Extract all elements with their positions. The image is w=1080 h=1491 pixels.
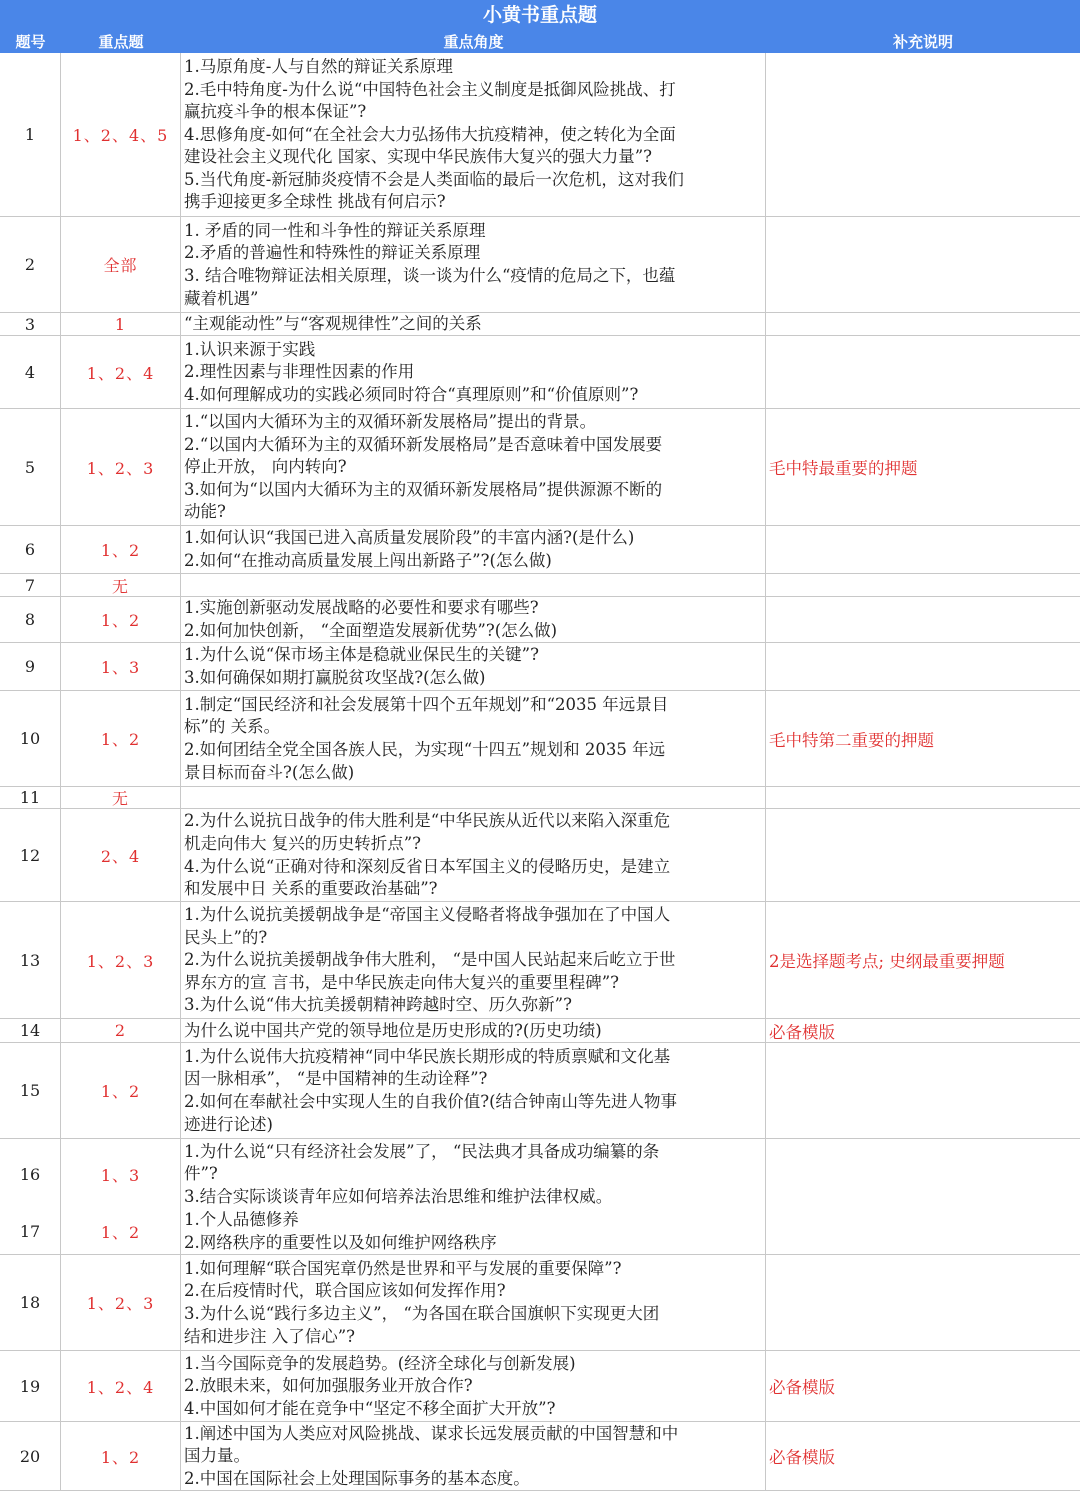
angle-line: 4.如何理解成功的实践必须同时符合“真理原则”和“价值原则”? — [184, 384, 639, 404]
supplementary-note: 必备模版 — [769, 1448, 835, 1467]
angle-line: 1.为什么说“保市场主体是稳就业保民生的关键”? — [184, 645, 539, 665]
supplementary-note: 毛中特最重要的押题 — [769, 459, 918, 478]
supplementary-note — [766, 217, 1080, 312]
angle-line: 2.如何在奉献社会中实现人生的自我价值?(结合钟南山等先进人物事 — [184, 1092, 678, 1111]
header-key: 重点题 — [98, 33, 144, 51]
key-items: 1、2、4、5 — [61, 53, 181, 216]
angle-line: 1.如何认识“我国已进入高质量发展阶段”的丰富内涵?(是什么) — [184, 528, 635, 548]
supplementary-note: 必备模版 — [769, 1378, 835, 1397]
header-note: 补充说明 — [892, 33, 953, 51]
angle-line: 3.如何确保如期打赢脱贫攻坚战?(怎么做) — [184, 668, 486, 687]
focus-angle — [181, 1019, 766, 1042]
angle-line: 2.如何团结全党全国各族人民，为实现“十四五”规划和 2035 年远 — [184, 740, 666, 759]
question-number: 9 — [0, 643, 61, 690]
key-items: 1、2、4 — [61, 1351, 181, 1421]
angle-line: 4.为什么说“正确对待和深刻反省日本军国主义的侵略历史，是建立 — [184, 856, 671, 876]
angle-line: 1.制定“国民经济和社会发展第十四个五年规划”和“2035 年远景目 — [184, 694, 669, 714]
question-number: 19 — [0, 1351, 61, 1421]
focus-angle — [181, 597, 766, 642]
focus-angle — [181, 809, 766, 901]
angle-line: 2.矛盾的普遍性和特殊性的辩证关系原理 — [184, 243, 481, 263]
supplementary-note — [766, 1255, 1080, 1350]
angle-line: 迹进行论述) — [184, 1114, 273, 1134]
header-num: 题号 — [15, 33, 46, 51]
table-row — [0, 643, 1080, 691]
key-items: 无 — [61, 574, 181, 596]
key-items: 1、2 — [61, 1422, 181, 1490]
angle-line: 2.放眼未来，如何加强服务业开放合作? — [184, 1376, 473, 1396]
supplementary-note: 必备模版 — [769, 1022, 835, 1042]
question-number: 10 — [0, 691, 61, 786]
supplementary-note — [766, 787, 1080, 808]
supplementary-note: 2是选择题考点; 史纲最重要押题 — [769, 952, 1005, 971]
question-number: 8 — [0, 597, 61, 642]
key-items: 1、2、3 — [61, 1255, 181, 1350]
table-row — [0, 1255, 1080, 1351]
angle-line: 2.网络秩序的重要性以及如何维护网络秩序 — [184, 1233, 497, 1252]
angle-line: 2.在后疫情时代，联合国应该如何发挥作用? — [184, 1281, 506, 1301]
key-items: 2、4 — [61, 809, 181, 901]
key-items: 1、2、3 — [61, 902, 181, 1018]
angle-line: 携手迎接更多全球性 挑战有何启示? — [184, 192, 446, 212]
focus-angle — [181, 336, 766, 408]
supplementary-note — [766, 336, 1080, 408]
angle-line: 1.当今国际竞争的发展趋势。(经济全球化与创新发展) — [184, 1353, 576, 1373]
supplementary-note — [766, 1043, 1080, 1138]
table-row — [0, 1209, 1080, 1255]
table-row — [0, 574, 1080, 597]
focus-angle — [181, 526, 766, 573]
angle-line: 2.为什么说抗美援朝战争伟大胜利， “是中国人民站起来后屹立于世 — [184, 950, 676, 970]
angle-line: 3.结合实际谈谈青年应如何培养法治思维和维护法律权威。 — [184, 1186, 613, 1206]
angle-line: 1.实施创新驱动发展战略的必要性和要求有哪些? — [184, 598, 539, 618]
angle-line: 动能? — [184, 502, 226, 522]
table-row — [0, 409, 1080, 526]
table-row — [0, 1019, 1080, 1043]
angle-line: 3.为什么说“伟大抗美援朝精神跨越时空、历久弥新”? — [184, 995, 572, 1015]
table-row — [0, 809, 1080, 902]
angle-line: 2.为什么说抗日战争的伟大胜利是“中华民族从近代以来陷入深重危 — [184, 811, 671, 831]
key-items: 1、2 — [61, 691, 181, 786]
focus-angle — [181, 1043, 766, 1138]
table-row — [0, 787, 1080, 809]
question-number: 13 — [0, 902, 61, 1018]
supplementary-note — [766, 643, 1080, 690]
angle-line: 2.如何“在推动高质量发展上闯出新路子”?(怎么做) — [184, 551, 552, 570]
table-row — [0, 526, 1080, 574]
angle-line: 2.理性因素与非理性因素的作用 — [184, 362, 415, 382]
table-row — [0, 1139, 1080, 1209]
question-number: 2 — [0, 217, 61, 312]
angle-line: 1.为什么说伟大抗疫精神“同中华民族长期形成的特质禀赋和文化基 — [184, 1046, 671, 1066]
focus-angle — [181, 1351, 766, 1421]
focus-angle — [181, 787, 766, 808]
key-items: 1、2 — [61, 1209, 181, 1254]
question-number: 3 — [0, 313, 61, 335]
angle-line: 1.认识来源于实践 — [184, 339, 316, 359]
table-header — [0, 31, 1080, 53]
angle-line: 1.如何理解“联合国宪章仍然是世界和平与发展的重要保障”? — [184, 1258, 622, 1278]
key-items: 1、2 — [61, 597, 181, 642]
question-number: 11 — [0, 787, 61, 808]
angle-line: 件”? — [184, 1164, 218, 1184]
angle-line: 4.中国如何才能在竞争中“坚定不移全面扩大开放”? — [184, 1398, 556, 1418]
angle-line: 机走向伟大 复兴的历史转折点”? — [184, 833, 422, 853]
question-number: 7 — [0, 574, 61, 596]
angle-line: 藏着机遇” — [184, 288, 259, 308]
key-items: 1、3 — [61, 643, 181, 690]
focus-angle — [181, 1209, 766, 1254]
angle-line: 1. 矛盾的同一性和斗争性的辩证关系原理 — [184, 220, 486, 240]
question-number: 1 — [0, 53, 61, 216]
angle-line: 标”的 关系。 — [184, 717, 281, 737]
focus-angle — [181, 217, 766, 312]
header-angle: 重点角度 — [443, 33, 504, 51]
angle-line: 1.为什么说抗美援朝战争是“帝国主义侵略者将战争强加在了中国人 — [184, 905, 671, 925]
table-row — [0, 53, 1080, 217]
focus-angle — [181, 53, 766, 216]
focus-angle — [181, 409, 766, 525]
angle-line: 5.当代角度-新冠肺炎疫情不会是人类面临的最后一次危机，这对我们 — [184, 169, 684, 189]
table-row — [0, 336, 1080, 409]
angle-line: “主观能动性”与“客观规律性”之间的关系 — [184, 314, 482, 334]
focus-angle — [181, 1255, 766, 1350]
table-title: 小黄书重点题 — [0, 0, 1080, 31]
table-row — [0, 217, 1080, 313]
angle-line: 1.个人品德修养 — [184, 1210, 299, 1230]
angle-line: 1.“以国内大循环为主的双循环新发展格局”提出的背景。 — [184, 412, 597, 432]
focus-angle — [181, 691, 766, 786]
key-items: 1、3 — [61, 1139, 181, 1209]
supplementary-note — [766, 809, 1080, 901]
angle-line: 2.如何加快创新， “全面塑造发展新优势”?(怎么做) — [184, 621, 558, 640]
angle-line: 3. 结合唯物辩证法相关原理，谈一谈为什么“疫情的危局之下，也蕴 — [184, 266, 676, 285]
key-items: 2 — [61, 1019, 181, 1042]
focus-angle — [181, 1139, 766, 1209]
angle-line: 1.为什么说“只有经济社会发展”了， “民法典才具备成功编纂的条 — [184, 1141, 660, 1161]
question-number: 18 — [0, 1255, 61, 1350]
angle-line: 2.毛中特角度-为什么说“中国特色社会主义制度是抵御风险挑战、打 — [184, 79, 676, 99]
key-items: 1、2、4 — [61, 336, 181, 408]
focus-angle — [181, 902, 766, 1018]
question-number: 16 — [0, 1139, 61, 1209]
table-row — [0, 902, 1080, 1019]
supplementary-note: 毛中特第二重要的押题 — [769, 730, 934, 750]
focus-angle — [181, 313, 766, 335]
angle-line: 2.“以国内大循环为主的双循环新发展格局”是否意味着中国发展要 — [184, 434, 663, 454]
table-row — [0, 597, 1080, 643]
table-row — [0, 313, 1080, 336]
angle-line: 建设社会主义现代化 国家、实现中华民族伟大复兴的强大力量”? — [184, 147, 653, 167]
question-number: 6 — [0, 526, 61, 573]
angle-line: 2.中国在国际社会上处理国际事务的基本态度。 — [184, 1468, 530, 1488]
supplementary-note — [766, 574, 1080, 596]
table-row — [0, 691, 1080, 787]
key-items: 1、2、3 — [61, 409, 181, 525]
key-items: 1、2 — [61, 526, 181, 573]
angle-line: 景目标而奋斗?(怎么做) — [184, 762, 355, 782]
angle-line: 为什么说中国共产党的领导地位是历史形成的?(历史功绩) — [184, 1020, 602, 1040]
supplementary-note — [766, 313, 1080, 335]
angle-line: 国力量。 — [184, 1446, 250, 1466]
angle-line: 停止开放， 向内转向? — [184, 457, 347, 477]
angle-line: 3.如何为“以国内大循环为主的双循环新发展格局”提供源源不断的 — [184, 479, 663, 499]
supplementary-note — [766, 1139, 1080, 1209]
key-items: 无 — [61, 787, 181, 808]
focus-angle — [181, 574, 766, 596]
supplementary-note — [766, 526, 1080, 573]
angle-line: 因一脉相承”， “是中国精神的生动诠释”? — [184, 1069, 488, 1089]
question-number: 14 — [0, 1019, 61, 1042]
angle-line: 结和进步注 入了信心”? — [184, 1326, 356, 1346]
supplementary-note — [766, 1209, 1080, 1254]
focus-angle — [181, 643, 766, 690]
question-number: 5 — [0, 409, 61, 525]
focus-angle — [181, 1422, 766, 1490]
supplementary-note — [766, 597, 1080, 642]
angle-line: 1.马原角度-人与自然的辩证关系原理 — [184, 56, 453, 76]
question-number: 20 — [0, 1422, 61, 1490]
table-row — [0, 1043, 1080, 1139]
table-row — [0, 1351, 1080, 1422]
angle-line: 1.阐述中国为人类应对风险挑战、谋求长远发展贡献的中国智慧和中 — [184, 1423, 679, 1443]
angle-line: 界东方的宣 言书，是中华民族走向伟大复兴的重要里程碑”? — [184, 972, 620, 992]
question-number: 12 — [0, 809, 61, 901]
angle-line: 4.思修角度-如何“在全社会大力弘扬伟大抗疫精神，使之转化为全面 — [184, 124, 676, 144]
key-items: 1 — [61, 313, 181, 335]
angle-line: 3.为什么说“践行多边主义”， “为各国在联合国旗帜下实现更大团 — [184, 1304, 660, 1323]
table-row — [0, 1422, 1080, 1491]
question-number: 15 — [0, 1043, 61, 1138]
question-number: 17 — [0, 1209, 61, 1254]
angle-line: 和发展中日 关系的重要政治基础”? — [184, 879, 438, 899]
supplementary-note — [766, 53, 1080, 216]
key-items: 1、2 — [61, 1043, 181, 1138]
key-items: 全部 — [61, 217, 181, 312]
question-number: 4 — [0, 336, 61, 408]
angle-line: 民头上”的? — [184, 927, 268, 947]
angle-line: 赢抗疫斗争的根本保证”? — [184, 102, 367, 122]
